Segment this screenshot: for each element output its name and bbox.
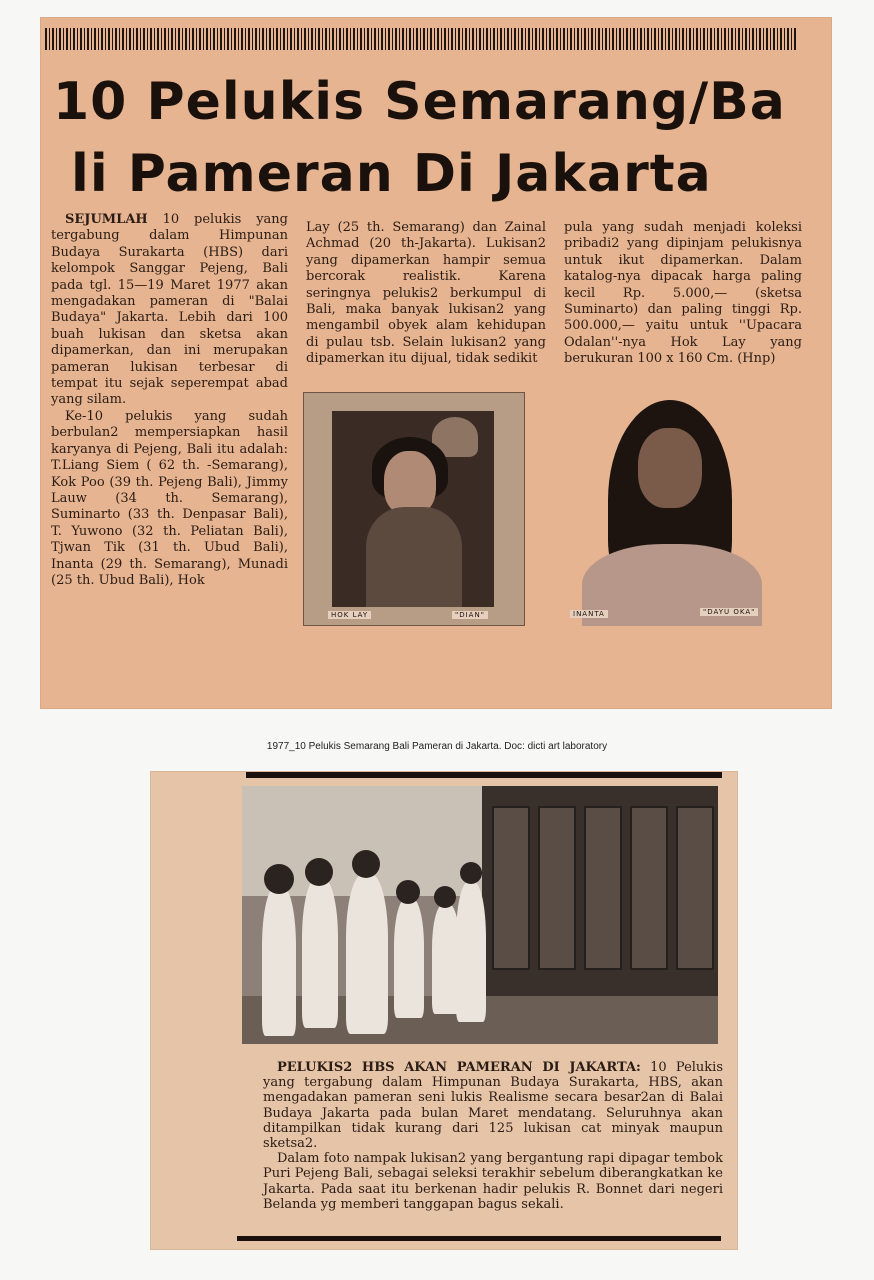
caption-paragraph-1-text: 10 Pelukis yang tergabung dalam Himpunan Budaya Surakarta, HBS, akan mengadakan pameran seni lukis Realisme secara besar2an di Balai Budaya Jakarta pada bulan Maret mendatang. Seluruhnya akan ditampilkan tidak kurang dari 125 lukisan cat minyak maupun sketsa2. <box>263 1060 724 1152</box>
caption-paragraph-1 <box>263 1060 723 1151</box>
article-column-3 <box>564 220 802 368</box>
hanging-painting <box>584 806 622 970</box>
hanging-painting <box>492 806 530 970</box>
paragraph-1 <box>51 212 288 409</box>
person-shape <box>394 898 424 1018</box>
photo2-artist: INANTA <box>570 610 608 618</box>
hanging-painting <box>676 806 714 970</box>
photo1-artist: HOK LAY <box>328 611 371 619</box>
exhibition-photo <box>242 786 718 1044</box>
headline-line-2: li Pameran Di Jakarta <box>71 144 712 204</box>
painting-canvas <box>332 411 494 607</box>
painting-photo-dayu-oka <box>560 394 782 626</box>
caption-lead: PELUKIS2 HBS AKAN PAMERAN DI JAKARTA: <box>277 1060 641 1075</box>
person-shape <box>302 878 338 1028</box>
lead-word: SEJUMLAH <box>65 212 148 227</box>
paragraph-1-text: 10 pelukis yang tergabung dalam Himpunan Budaya Surakarta (HBS) dari kelompok Sanggar Pejeng, Bali pada tgl. 15—19 Maret 1977 akan mengadakan pameran di "Balai Budaya" Jakarta. Lebih dari 100 buah lukisan dan sketsa akan dipamerkan, dan ini merupakan pameran lukisan terbesar di tempat itu sejak seperempat abad yang silam. <box>51 212 288 408</box>
newspaper-clipping-1 <box>41 18 831 708</box>
document-caption: 1977_10 Pelukis Semarang Bali Pameran di Jakarta. Doc: dicti art laboratory <box>266 741 608 752</box>
head-shape <box>434 886 456 908</box>
head-shape <box>460 862 482 884</box>
decorative-bar <box>45 28 797 50</box>
face-shape <box>638 428 702 508</box>
head-shape <box>396 880 420 904</box>
article-column-2 <box>306 220 546 368</box>
photo-caption-text <box>263 1060 723 1212</box>
headline <box>53 66 813 210</box>
person-shape <box>346 874 388 1034</box>
caption-paragraph-2: Dalam foto nampak lukisan2 yang bergantung rapi dipagar tembok Puri Pejeng Bali, sebagai seleksi terakhir sebelum diberangkatkan ke Jakarta. Pada saat itu berkenan hadir pelukis R. Bonnet dari negeri Belanda yg memberi tanggapan bagus sekali. <box>263 1151 723 1212</box>
hanging-painting <box>538 806 576 970</box>
photo1-title: "DIAN" <box>452 611 488 619</box>
column-3-text: pula yang sudah menjadi koleksi pribadi2 yang dipinjam pelukisnya untuk ikut dipamerkan. Dalam katalog-nya dipacak harga paling kecil Rp. 5.000,— (sketsa Suminarto) dan paling tinggi Rp. 500.000,— yaitu untuk ''Upacara Odalan''-nya Hok Lay yang berukuran 100 x 160 Cm. (Hnp) <box>564 220 802 367</box>
painting-photo-dian <box>303 392 525 626</box>
newspaper-clipping-2 <box>151 772 737 1249</box>
head-shape <box>352 850 380 878</box>
paragraph-2: Ke-10 pelukis yang sudah berbulan2 mempersiapkan hasil karyanya di Pejeng, Bali itu adalah: T.Liang Siem ( 62 th. -Semarang), Kok Poo (39 th. Pejeng Bali), Jimmy Lauw (34 th. Semarang), Suminarto (33 th. Denpasar Bali), T. Yuwono (32 th. Peliatan Bali), Tjwan Tik (31 th. Ubud Bali), Inanta (29 th. Semarang), Munadi (25 th. Ubud Bali), Hok <box>51 408 288 588</box>
head-shape <box>305 858 333 886</box>
article-column-1 <box>51 212 288 589</box>
face-shape <box>384 451 436 515</box>
person-shape <box>456 882 486 1022</box>
head-shape <box>264 864 294 894</box>
top-rule <box>246 772 722 778</box>
bottom-rule <box>237 1236 721 1241</box>
body-shape <box>366 507 462 607</box>
column-2-text: Lay (25 th. Semarang) dan Zainal Achmad (20 th-Jakarta). Lukisan2 yang dipamerkan hampir semua bercorak realistik. Karena seringnya pelukis2 berkumpul di Bali, maka banyak lukisan2 yang mengambil obyek alam kehidupan di pulau tsb. Selain lukisan2 yang dipamerkan itu dijual, tidak sedikit <box>306 220 546 367</box>
hanging-painting <box>630 806 668 970</box>
headline-line-1: 10 Pelukis Semarang/Ba <box>53 72 786 132</box>
photo2-title: "DAYU OKA" <box>700 608 758 616</box>
person-shape <box>262 886 296 1036</box>
